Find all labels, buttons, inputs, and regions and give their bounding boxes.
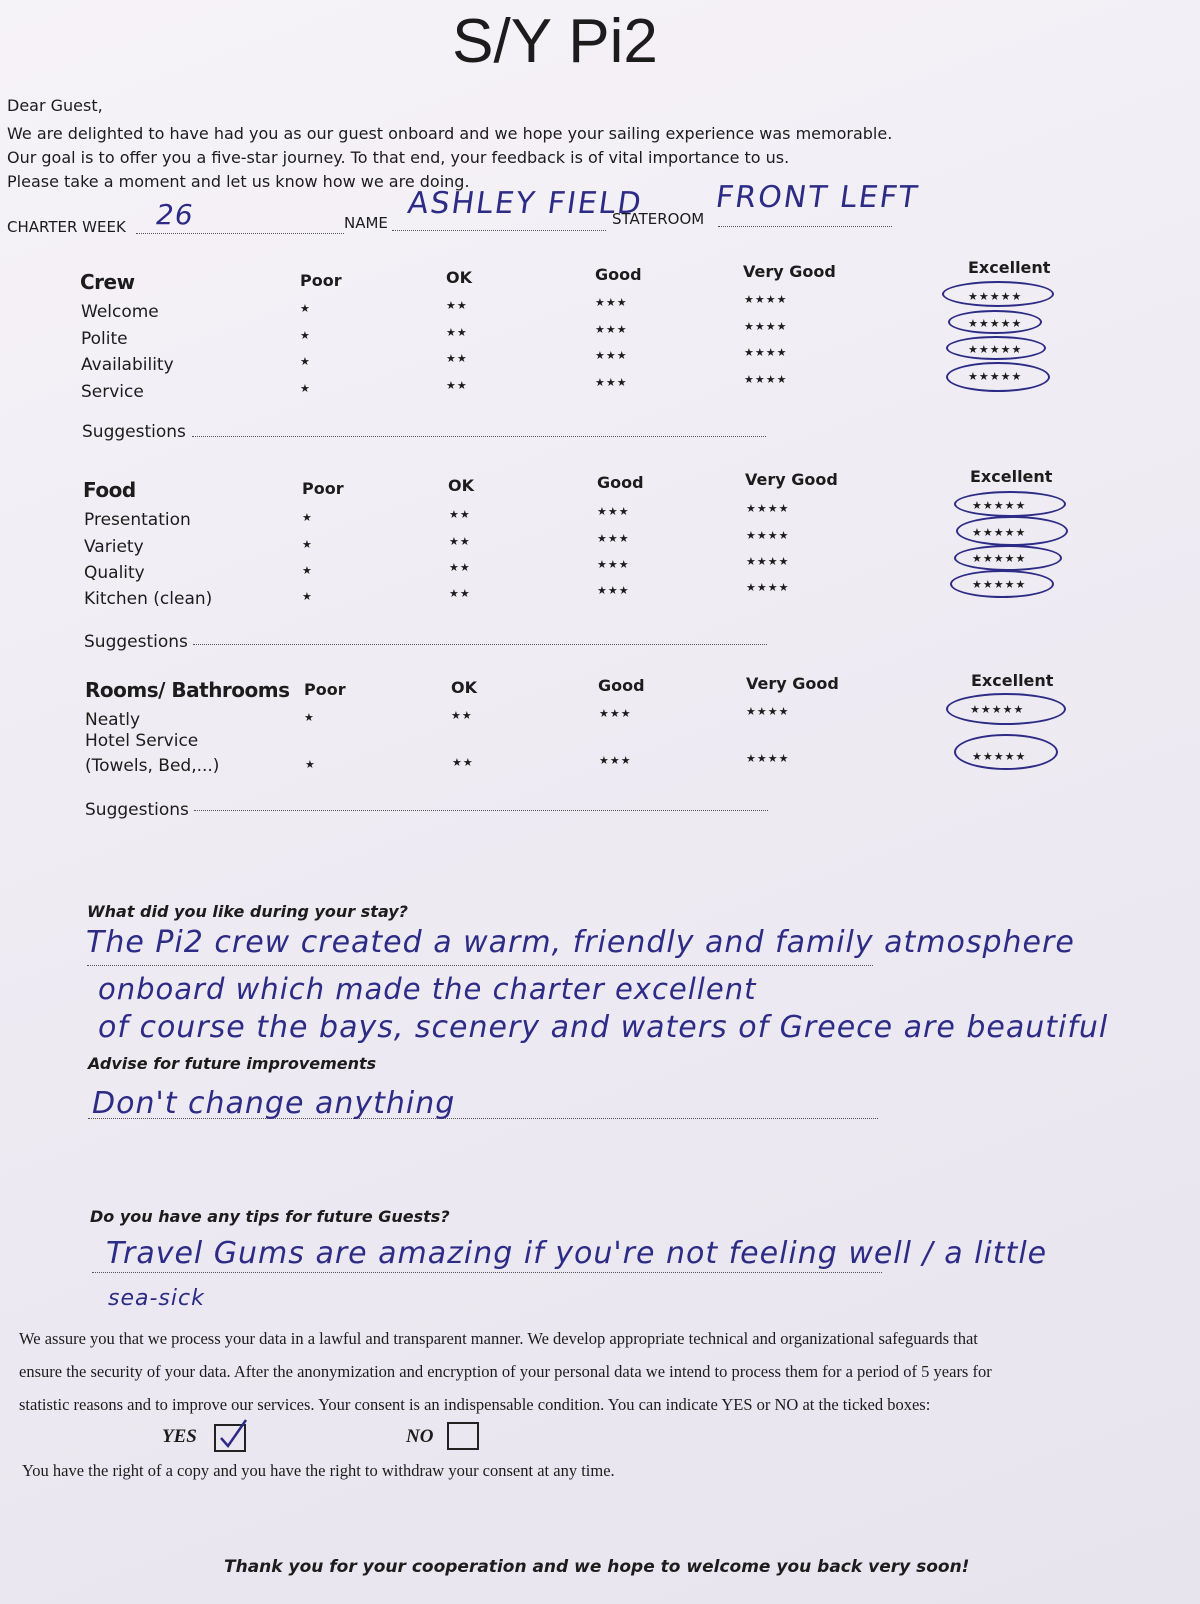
crew-item-welcome: Welcome	[81, 302, 159, 322]
name-line	[392, 230, 606, 231]
crew-welcome-star-3[interactable]: ★★★	[595, 296, 628, 309]
crew-availability-star-1[interactable]: ★	[300, 355, 311, 368]
crew-service-star-2[interactable]: ★★	[446, 379, 468, 392]
crew-service-circle-mark	[946, 362, 1050, 392]
food-presentation-star-5[interactable]: ★★★★★	[972, 499, 1027, 512]
crew-polite-star-2[interactable]: ★★	[446, 326, 468, 339]
crew-item-polite: Polite	[81, 329, 128, 349]
rooms-col-ok: OK	[451, 678, 477, 697]
rooms-neatly-star-4[interactable]: ★★★★	[746, 705, 790, 718]
rooms-item-neatly: Neatly	[85, 710, 141, 730]
tips-answer-line-1[interactable]: Travel Gums are amazing if you're not feeling well / a little	[106, 1236, 1048, 1271]
advise-question: Advise for future improvements	[88, 1054, 377, 1073]
crew-col-very-good: Very Good	[743, 262, 836, 281]
food-presentation-star-3[interactable]: ★★★	[597, 505, 630, 518]
rooms-neatly-star-1[interactable]: ★	[304, 711, 315, 724]
stateroom-value[interactable]: FRONT LEFT	[713, 180, 922, 215]
crew-service-star-5[interactable]: ★★★★★	[968, 370, 1023, 383]
crew-polite-star-5[interactable]: ★★★★★	[968, 317, 1023, 330]
intro-line-1: We are delighted to have had you as our guest onboard and we hope your sailing experience was memorable.	[7, 124, 893, 143]
rooms-col-very-good: Very Good	[746, 674, 839, 693]
food-variety-star-3[interactable]: ★★★	[597, 532, 630, 545]
food-variety-star-4[interactable]: ★★★★	[746, 529, 790, 542]
consent-yes-checkbox[interactable]	[214, 1424, 246, 1452]
food-kitchen-circle-mark	[950, 570, 1054, 598]
food-quality-star-1[interactable]: ★	[302, 564, 313, 577]
crew-suggestions-field[interactable]	[192, 436, 766, 437]
rooms-hotel-service-star-3[interactable]: ★★★	[599, 754, 632, 767]
food-quality-star-3[interactable]: ★★★	[597, 558, 630, 571]
liked-question: What did you like during your stay?	[87, 902, 408, 921]
food-item-kitchen: Kitchen (clean)	[84, 589, 213, 609]
food-quality-star-4[interactable]: ★★★★	[746, 555, 790, 568]
liked-answer-line	[87, 965, 873, 966]
rooms-item-towels-bed: (Towels, Bed,...)	[85, 756, 220, 776]
crew-polite-star-1[interactable]: ★	[300, 329, 311, 342]
food-suggestions-field[interactable]	[193, 644, 767, 645]
crew-availability-star-5[interactable]: ★★★★★	[968, 343, 1023, 356]
crew-availability-star-2[interactable]: ★★	[446, 352, 468, 365]
greeting: Dear Guest,	[7, 96, 103, 115]
food-variety-star-5[interactable]: ★★★★★	[972, 526, 1027, 539]
tips-answer-line-2[interactable]: sea-sick	[108, 1286, 205, 1311]
food-suggestions-label: Suggestions	[84, 632, 188, 652]
rooms-item-hotel-service: Hotel Service	[85, 731, 199, 751]
crew-suggestions-label: Suggestions	[82, 422, 186, 442]
form-title: S/Y Pi2	[452, 7, 658, 76]
rooms-suggestions-label: Suggestions	[85, 800, 189, 820]
crew-availability-star-4[interactable]: ★★★★	[744, 346, 788, 359]
crew-col-poor: Poor	[300, 271, 342, 290]
rooms-hotel-service-star-4[interactable]: ★★★★	[746, 752, 790, 765]
crew-col-ok: OK	[446, 268, 472, 287]
rooms-suggestions-field[interactable]	[194, 810, 768, 811]
food-presentation-star-4[interactable]: ★★★★	[746, 502, 790, 515]
food-quality-star-2[interactable]: ★★	[449, 561, 471, 574]
name-value[interactable]: ASHLEY FIELD	[405, 186, 645, 221]
charter-week-value[interactable]: 26	[156, 198, 194, 231]
charter-week-label: CHARTER WEEK	[7, 218, 126, 236]
consent-no-label: NO	[406, 1426, 434, 1447]
crew-col-excellent: Excellent	[968, 258, 1051, 277]
food-item-quality: Quality	[84, 563, 145, 583]
food-col-poor: Poor	[302, 479, 344, 498]
food-variety-star-1[interactable]: ★	[302, 538, 313, 551]
food-col-very-good: Very Good	[745, 470, 838, 489]
charter-week-line	[136, 233, 344, 234]
rooms-section-title: Rooms/ Bathrooms	[85, 678, 290, 702]
name-label: NAME	[344, 214, 388, 232]
intro-line-3: Please take a moment and let us know how we are doing.	[7, 172, 470, 191]
crew-availability-star-3[interactable]: ★★★	[595, 349, 628, 362]
rooms-hotel-service-star-2[interactable]: ★★	[452, 756, 474, 769]
food-item-variety: Variety	[84, 537, 144, 557]
checkmark-icon	[216, 1426, 244, 1450]
food-variety-star-2[interactable]: ★★	[449, 535, 471, 548]
rooms-col-poor: Poor	[304, 680, 346, 699]
rooms-col-excellent: Excellent	[971, 671, 1054, 690]
liked-answer-line-3[interactable]: of course the bays, scenery and waters of Greece are beautiful	[98, 1010, 1109, 1045]
food-section-title: Food	[83, 478, 136, 502]
food-item-presentation: Presentation	[84, 510, 191, 530]
food-presentation-circle-mark	[954, 491, 1066, 517]
crew-polite-star-3[interactable]: ★★★	[595, 323, 628, 336]
closing-message: Thank you for your cooperation and we hope to welcome you back very soon!	[224, 1557, 970, 1577]
rooms-neatly-star-2[interactable]: ★★	[451, 709, 473, 722]
crew-service-star-3[interactable]: ★★★	[595, 376, 628, 389]
crew-welcome-star-2[interactable]: ★★	[446, 299, 468, 312]
rooms-neatly-star-3[interactable]: ★★★	[599, 707, 632, 720]
food-col-excellent: Excellent	[970, 467, 1053, 486]
liked-answer-line-1[interactable]: The Pi2 crew created a warm, friendly and family atmosphere	[86, 925, 1075, 960]
food-variety-circle-mark	[956, 516, 1068, 546]
consent-text-line-3: statistic reasons and to improve our services. Your consent is an indispensable condition. You can indicate YES or NO at the ticked boxes:	[19, 1395, 931, 1414]
intro-line-2: Our goal is to offer you a five-star journey. To that end, your feedback is of vital importance to us.	[7, 148, 790, 167]
food-kitchen-star-5[interactable]: ★★★★★	[972, 578, 1027, 591]
crew-welcome-star-1[interactable]: ★	[300, 302, 311, 315]
food-kitchen-star-3[interactable]: ★★★	[597, 584, 630, 597]
crew-section-title: Crew	[80, 270, 135, 294]
crew-service-star-4[interactable]: ★★★★	[744, 373, 788, 386]
food-quality-star-5[interactable]: ★★★★★	[972, 552, 1027, 565]
tips-question: Do you have any tips for future Guests?	[90, 1207, 450, 1226]
tips-answer-line	[92, 1272, 882, 1273]
crew-availability-circle-mark	[946, 336, 1046, 360]
consent-text-line-1: We assure you that we process your data in a lawful and transparent manner. We develop appropriate technical and organizational safeguards that	[19, 1329, 978, 1348]
crew-welcome-circle-mark	[942, 281, 1054, 307]
rooms-hotel-service-circle-mark	[954, 734, 1058, 770]
food-kitchen-star-2[interactable]: ★★	[449, 587, 471, 600]
advise-answer[interactable]: Don't change anything	[92, 1086, 456, 1121]
consent-yes-label: YES	[162, 1426, 197, 1447]
food-presentation-star-1[interactable]: ★	[302, 511, 313, 524]
stateroom-label: STATEROOM	[612, 210, 705, 228]
rooms-col-good: Good	[598, 676, 645, 695]
crew-item-availability: Availability	[81, 355, 174, 375]
crew-welcome-star-4[interactable]: ★★★★	[744, 293, 788, 306]
stateroom-line	[718, 226, 892, 227]
crew-welcome-star-5[interactable]: ★★★★★	[968, 290, 1023, 303]
liked-answer-line-2[interactable]: onboard which made the charter excellent	[98, 972, 757, 1006]
crew-polite-star-4[interactable]: ★★★★	[744, 320, 788, 333]
food-kitchen-star-4[interactable]: ★★★★	[746, 581, 790, 594]
food-col-ok: OK	[448, 476, 474, 495]
food-col-good: Good	[597, 473, 644, 492]
food-presentation-star-2[interactable]: ★★	[449, 508, 471, 521]
crew-service-star-1[interactable]: ★	[300, 382, 311, 395]
rooms-hotel-service-star-5[interactable]: ★★★★★	[972, 750, 1027, 763]
crew-item-service: Service	[81, 382, 144, 402]
rooms-neatly-star-5[interactable]: ★★★★★	[970, 703, 1025, 716]
crew-col-good: Good	[595, 265, 642, 284]
food-kitchen-star-1[interactable]: ★	[302, 590, 313, 603]
rooms-neatly-circle-mark	[946, 693, 1066, 725]
food-quality-circle-mark	[954, 545, 1062, 571]
consent-text-line-2: ensure the security of your data. After the anonymization and encryption of your personal data we intend to process them for a period of 5 years for	[19, 1362, 992, 1381]
consent-no-checkbox[interactable]	[447, 1422, 479, 1450]
crew-polite-circle-mark	[948, 310, 1042, 334]
consent-rights-text: You have the right of a copy and you have the right to withdraw your consent at any time.	[22, 1461, 615, 1480]
rooms-hotel-service-star-1[interactable]: ★	[305, 758, 316, 771]
